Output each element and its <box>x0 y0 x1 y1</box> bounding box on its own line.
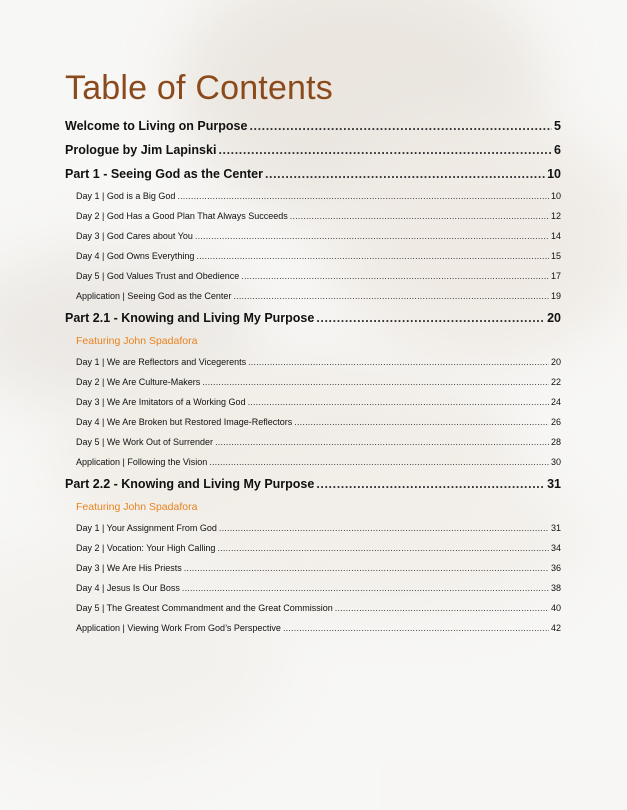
toc-page-number: 36 <box>550 563 561 573</box>
toc-entry-label: Day 4 | Jesus Is Our Boss <box>76 583 180 593</box>
toc-entry-label: Part 1 - Seeing God as the Center <box>65 167 263 181</box>
toc-section-entry[interactable] <box>65 162 561 186</box>
toc-subentry[interactable] <box>65 412 561 432</box>
toc-subentry[interactable] <box>65 392 561 412</box>
toc-page-number: 30 <box>550 457 561 467</box>
toc-page-number: 20 <box>550 357 561 367</box>
dot-leader <box>316 306 545 330</box>
toc-page-number: 31 <box>550 523 561 533</box>
dot-leader <box>217 538 549 558</box>
toc-entry-label: Part 2.2 - Knowing and Living My Purpose <box>65 477 315 491</box>
toc-page-number: 42 <box>550 623 561 633</box>
toc-list <box>65 114 561 638</box>
toc-subentry[interactable] <box>65 266 561 286</box>
featuring-label: Featuring John Spadafora <box>76 335 198 347</box>
toc-page-number: 28 <box>550 437 561 447</box>
toc-page-number: 6 <box>554 143 561 157</box>
dot-leader <box>290 206 549 226</box>
dot-leader <box>241 266 549 286</box>
dot-leader <box>215 432 549 452</box>
toc-entry-label: Day 4 | God Owns Everything <box>76 251 195 261</box>
toc-entry-label: Day 2 | Vocation: Your High Calling <box>76 543 216 553</box>
toc-entry-label: Application | Viewing Work From God’s Perspective <box>76 623 281 633</box>
toc-section-entry[interactable] <box>65 306 561 330</box>
dot-leader <box>233 286 549 306</box>
toc-subentry[interactable] <box>65 186 561 206</box>
toc-subentry[interactable] <box>65 452 561 472</box>
toc-subentry[interactable] <box>65 226 561 246</box>
toc-section-entry[interactable] <box>65 472 561 496</box>
toc-section-entry[interactable] <box>65 114 561 138</box>
dot-leader <box>218 138 552 162</box>
toc-page-number: 40 <box>550 603 561 613</box>
toc-entry-label: Day 5 | We Work Out of Surrender <box>76 437 214 447</box>
toc-page-number: 17 <box>550 271 561 281</box>
toc-subentry[interactable] <box>65 518 561 538</box>
toc-entry-label: Day 3 | God Cares about You <box>76 231 193 241</box>
toc-page-number: 22 <box>550 377 561 387</box>
toc-section-entry[interactable] <box>65 138 561 162</box>
dot-leader <box>283 618 549 638</box>
dot-leader <box>196 246 549 266</box>
toc-subentry[interactable] <box>65 286 561 306</box>
toc-page-number: 31 <box>547 477 561 491</box>
toc-entry-label: Welcome to Living on Purpose <box>65 119 248 133</box>
dot-leader <box>182 578 549 598</box>
toc-entry-label: Prologue by Jim Lapinski <box>65 143 217 157</box>
toc-entry-label: Day 1 | God is a Big God <box>76 191 176 201</box>
toc-subentry[interactable] <box>65 618 561 638</box>
toc-entry-label: Application | Following the Vision <box>76 457 208 467</box>
page-title: Table of Contents <box>65 69 334 107</box>
toc-subentry[interactable] <box>65 372 561 392</box>
featuring-label: Featuring John Spadafora <box>76 501 198 513</box>
dot-leader <box>248 352 549 372</box>
dot-leader <box>249 114 552 138</box>
toc-entry-label: Day 5 | God Values Trust and Obedience <box>76 271 240 281</box>
toc-page-number: 5 <box>554 119 561 133</box>
toc-entry-label: Part 2.1 - Knowing and Living My Purpose <box>65 311 315 325</box>
toc-entry-label: Day 2 | God Has a Good Plan That Always Succeeds <box>76 211 288 221</box>
toc-subentry[interactable] <box>65 598 561 618</box>
dot-leader <box>219 518 549 538</box>
toc-entry-label: Day 3 | We Are His Priests <box>76 563 182 573</box>
dot-leader <box>265 162 545 186</box>
toc-subentry[interactable] <box>65 246 561 266</box>
toc-page-number: 15 <box>550 251 561 261</box>
toc-entry-label: Day 5 | The Greatest Commandment and the Great Commission <box>76 603 333 613</box>
toc-entry-label: Day 2 | We Are Culture-Makers <box>76 377 201 387</box>
toc-entry-label: Application | Seeing God as the Center <box>76 291 232 301</box>
dot-leader <box>316 472 545 496</box>
dot-leader <box>184 558 549 578</box>
toc-page-number: 12 <box>550 211 561 221</box>
toc-page-number: 38 <box>550 583 561 593</box>
dot-leader <box>294 412 549 432</box>
toc-subentry[interactable] <box>65 206 561 226</box>
toc-subentry[interactable] <box>65 538 561 558</box>
toc-page-number: 10 <box>550 191 561 201</box>
dot-leader <box>209 452 549 472</box>
toc-page-number: 14 <box>550 231 561 241</box>
toc-content <box>65 66 561 638</box>
toc-page-number: 19 <box>550 291 561 301</box>
toc-entry-label: Day 1 | We are Reflectors and Vicegerents <box>76 357 247 367</box>
toc-subentry[interactable] <box>65 558 561 578</box>
toc-entry-label: Day 1 | Your Assignment From God <box>76 523 217 533</box>
toc-subentry[interactable] <box>65 578 561 598</box>
toc-subentry[interactable] <box>65 352 561 372</box>
dot-leader <box>248 392 549 412</box>
dot-leader <box>202 372 549 392</box>
toc-entry-label: Day 3 | We Are Imitators of a Working God <box>76 397 246 407</box>
toc-entry-label: Day 4 | We Are Broken but Restored Image-Reflectors <box>76 417 293 427</box>
toc-page-number: 26 <box>550 417 561 427</box>
dot-leader <box>335 598 549 618</box>
toc-page-number: 20 <box>547 311 561 325</box>
dot-leader <box>195 226 549 246</box>
toc-page-number: 24 <box>550 397 561 407</box>
dot-leader <box>177 186 549 206</box>
toc-subentry[interactable] <box>65 432 561 452</box>
toc-page-number: 34 <box>550 543 561 553</box>
toc-page-number: 10 <box>547 167 561 181</box>
